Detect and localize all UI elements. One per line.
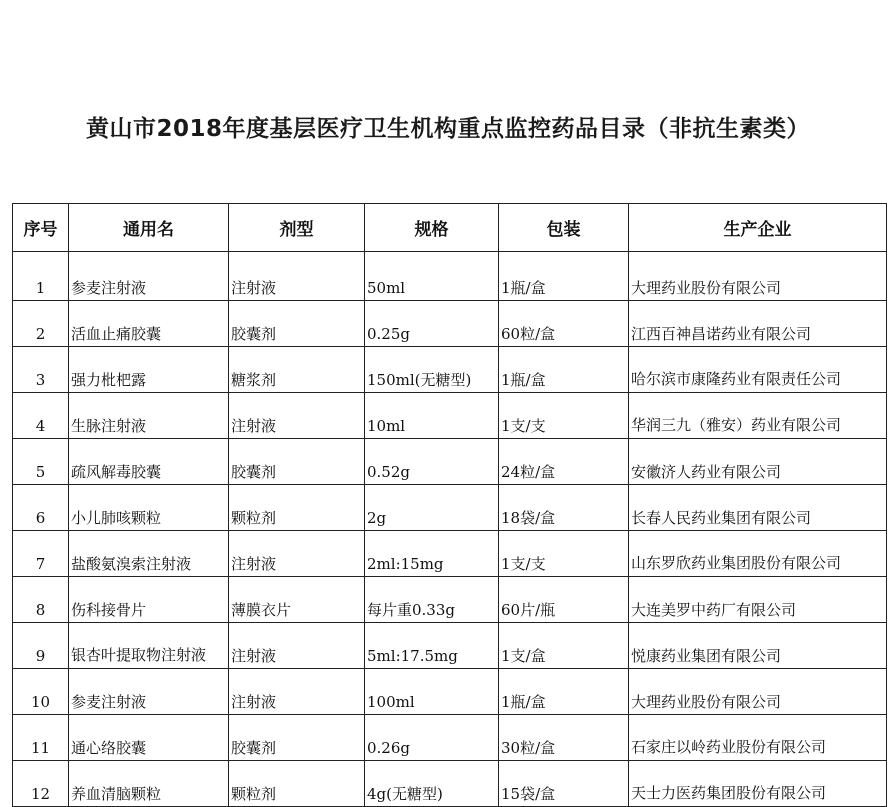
table-row <box>13 393 887 439</box>
cell-row-index: 12 <box>13 761 69 807</box>
cell-packaging: 24粒/盒 <box>499 439 629 485</box>
cell-row-index: 8 <box>13 577 69 623</box>
cell-specification: 每片重0.33g <box>365 577 499 623</box>
cell-row-index: 6 <box>13 485 69 531</box>
cell-dosage-form: 注射液 <box>229 531 365 577</box>
cell-packaging: 60粒/盒 <box>499 301 629 347</box>
cell-manufacturer: 石家庄以岭药业股份有限公司 <box>629 715 887 761</box>
cell-row-index: 7 <box>13 531 69 577</box>
cell-specification: 2g <box>365 485 499 531</box>
cell-dosage-form: 颗粒剂 <box>229 485 365 531</box>
cell-generic-name: 小儿肺咳颗粒 <box>69 485 229 531</box>
cell-specification: 2ml:15mg <box>365 531 499 577</box>
header-packaging: 包装 <box>499 204 629 252</box>
cell-dosage-form: 胶囊剂 <box>229 439 365 485</box>
cell-row-index: 10 <box>13 669 69 715</box>
cell-specification: 0.25g <box>365 301 499 347</box>
table-header-row <box>13 204 887 252</box>
cell-generic-name: 参麦注射液 <box>69 669 229 715</box>
table-row <box>13 669 887 715</box>
cell-manufacturer: 悦康药业集团有限公司 <box>629 623 887 669</box>
document-title: 黄山市2018年度基层医疗卫生机构重点监控药品目录（非抗生素类） <box>85 116 810 142</box>
cell-packaging: 1瓶/盒 <box>499 669 629 715</box>
table-row <box>13 531 887 577</box>
cell-dosage-form: 颗粒剂 <box>229 761 365 807</box>
cell-generic-name: 通心络胶囊 <box>69 715 229 761</box>
header-manufacturer: 生产企业 <box>629 204 887 252</box>
cell-dosage-form: 胶囊剂 <box>229 715 365 761</box>
header-generic-name: 通用名 <box>69 204 229 252</box>
cell-row-index: 1 <box>13 252 69 301</box>
cell-packaging: 1支/盒 <box>499 623 629 669</box>
table-row <box>13 301 887 347</box>
cell-packaging: 30粒/盒 <box>499 715 629 761</box>
cell-specification: 50ml <box>365 252 499 301</box>
cell-dosage-form: 注射液 <box>229 393 365 439</box>
cell-manufacturer: 哈尔滨市康隆药业有限责任公司 <box>629 347 887 393</box>
cell-dosage-form: 薄膜衣片 <box>229 577 365 623</box>
table-row <box>13 761 887 807</box>
cell-manufacturer: 大理药业股份有限公司 <box>629 669 887 715</box>
cell-manufacturer: 大理药业股份有限公司 <box>629 252 887 301</box>
cell-generic-name: 伤科接骨片 <box>69 577 229 623</box>
cell-packaging: 60片/瓶 <box>499 577 629 623</box>
cell-packaging: 1支/支 <box>499 531 629 577</box>
cell-generic-name: 银杏叶提取物注射液 <box>69 623 229 669</box>
cell-row-index: 11 <box>13 715 69 761</box>
cell-packaging: 1瓶/盒 <box>499 252 629 301</box>
cell-generic-name: 强力枇杷露 <box>69 347 229 393</box>
cell-dosage-form: 注射液 <box>229 252 365 301</box>
cell-manufacturer: 华润三九（雅安）药业有限公司 <box>629 393 887 439</box>
table-row <box>13 577 887 623</box>
header-index: 序号 <box>13 204 69 252</box>
table-row <box>13 439 887 485</box>
cell-packaging: 15袋/盒 <box>499 761 629 807</box>
cell-manufacturer: 大连美罗中药厂有限公司 <box>629 577 887 623</box>
cell-generic-name: 盐酸氨溴索注射液 <box>69 531 229 577</box>
table-row <box>13 623 887 669</box>
cell-row-index: 9 <box>13 623 69 669</box>
cell-packaging: 1支/支 <box>499 393 629 439</box>
cell-generic-name: 疏风解毒胶囊 <box>69 439 229 485</box>
cell-dosage-form: 胶囊剂 <box>229 301 365 347</box>
cell-generic-name: 活血止痛胶囊 <box>69 301 229 347</box>
cell-row-index: 4 <box>13 393 69 439</box>
drug-catalog-table <box>12 203 887 807</box>
cell-specification: 10ml <box>365 393 499 439</box>
cell-packaging: 1瓶/盒 <box>499 347 629 393</box>
table-row <box>13 715 887 761</box>
cell-generic-name: 参麦注射液 <box>69 252 229 301</box>
cell-manufacturer: 安徽济人药业有限公司 <box>629 439 887 485</box>
cell-manufacturer: 江西百神昌诺药业有限公司 <box>629 301 887 347</box>
cell-row-index: 5 <box>13 439 69 485</box>
table-row <box>13 485 887 531</box>
header-specification: 规格 <box>365 204 499 252</box>
cell-specification: 0.52g <box>365 439 499 485</box>
cell-generic-name: 养血清脑颗粒 <box>69 761 229 807</box>
cell-specification: 4g(无糖型) <box>365 761 499 807</box>
cell-packaging: 18袋/盒 <box>499 485 629 531</box>
cell-specification: 5ml:17.5mg <box>365 623 499 669</box>
table-row <box>13 347 887 393</box>
cell-row-index: 2 <box>13 301 69 347</box>
cell-generic-name: 生脉注射液 <box>69 393 229 439</box>
cell-specification: 0.26g <box>365 715 499 761</box>
cell-dosage-form: 糖浆剂 <box>229 347 365 393</box>
cell-row-index: 3 <box>13 347 69 393</box>
cell-manufacturer: 长春人民药业集团有限公司 <box>629 485 887 531</box>
header-dosage-form: 剂型 <box>229 204 365 252</box>
cell-manufacturer: 天士力医药集团股份有限公司 <box>629 761 887 807</box>
cell-specification: 100ml <box>365 669 499 715</box>
cell-dosage-form: 注射液 <box>229 623 365 669</box>
table-row <box>13 252 887 301</box>
cell-dosage-form: 注射液 <box>229 669 365 715</box>
cell-manufacturer: 山东罗欣药业集团股份有限公司 <box>629 531 887 577</box>
cell-specification: 150ml(无糖型) <box>365 347 499 393</box>
